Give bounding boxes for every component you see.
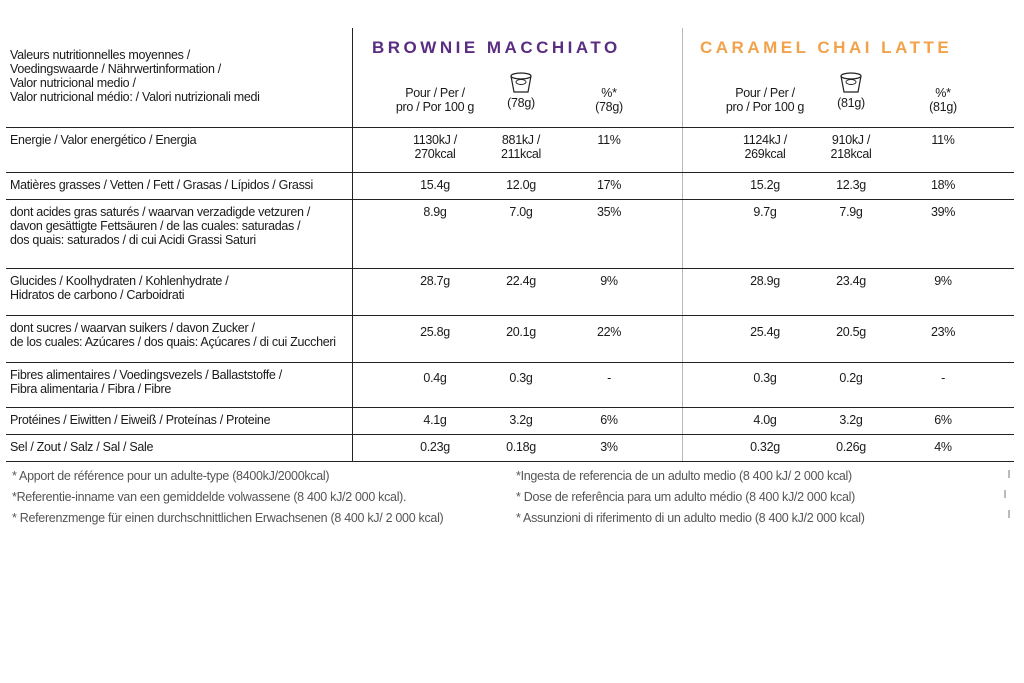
p2-portion-value [806, 371, 896, 385]
row-label [10, 133, 350, 147]
row-label [10, 413, 350, 427]
header-row [6, 28, 1014, 128]
value-line: 269kcal [744, 147, 786, 161]
column-divider [352, 435, 353, 461]
value-line: 11% [597, 133, 621, 147]
head-line: pro / Por 100 g [725, 100, 805, 114]
p1-percent-value [564, 178, 654, 192]
value-line: 1124kJ / [743, 133, 787, 147]
p2-portion-value [806, 274, 896, 288]
row-label [10, 321, 350, 349]
p1-per100-value [390, 178, 480, 192]
p2-percent-value [898, 325, 988, 339]
value-line: 22% [596, 325, 622, 339]
head-line: %* [601, 86, 617, 100]
column-divider [682, 269, 683, 315]
value-line: 6% [600, 413, 618, 427]
row-label-line: Energie / Valor energético / Energia [10, 133, 197, 147]
value-line: 20.1g [506, 325, 536, 339]
p1-portion-value [476, 325, 566, 339]
column-divider [352, 408, 353, 434]
column-divider [352, 28, 353, 127]
footnote: *Referentie-inname van een gemiddelde volwassene (8 400 kJ/2 000 kcal). [12, 490, 407, 504]
value-line: 3.2g [509, 413, 533, 427]
value-line: 9% [600, 274, 618, 288]
column-divider [682, 173, 683, 199]
value-line: 25.8g [420, 325, 450, 339]
p2-per100-value [720, 178, 810, 192]
p1-percent-value [564, 133, 654, 147]
row-label-line: dos quais: saturados / di cui Acidi Grassi Saturi [10, 233, 256, 247]
row-label [10, 274, 350, 302]
head-line: %* [935, 86, 951, 100]
header-label-line: Voedingswaarde / Nährwertinformation / [10, 62, 221, 76]
value-line: 0.2g [839, 371, 863, 385]
value-line: 20.5g [836, 325, 866, 339]
column-divider [682, 363, 683, 407]
value-line: 7.0g [509, 205, 533, 219]
p1-percent-value [564, 325, 654, 339]
header-label [10, 48, 350, 104]
column-divider [682, 316, 683, 362]
p1-per100-value [390, 133, 480, 161]
value-line: 270kcal [414, 147, 456, 161]
p2-percent-value [898, 205, 988, 219]
head-line: (81g) [837, 96, 865, 110]
decorative-dash [1004, 490, 1006, 498]
value-line: - [607, 371, 611, 385]
value-line: 7.9g [839, 205, 863, 219]
p1-per100-value [390, 413, 480, 427]
p1-portion-value [476, 274, 566, 288]
column-divider [352, 128, 353, 172]
p2-per100-value [720, 205, 810, 219]
value-line: 4.1g [423, 413, 447, 427]
p2-percent-head [898, 86, 988, 114]
p2-portion-value [806, 178, 896, 192]
decorative-dash [1008, 470, 1010, 478]
p2-per100-value [720, 371, 810, 385]
value-line: 28.7g [420, 274, 450, 288]
p1-percent-value [564, 413, 654, 427]
head-line: Pour / Per / [735, 86, 795, 100]
p1-per100-head [390, 86, 480, 114]
p2-percent-value [898, 133, 988, 147]
value-line: 35% [596, 205, 622, 219]
head-line: (78g) [595, 100, 623, 114]
row-label-line: Hidratos de carbono / Carboidrati [10, 288, 185, 302]
p2-per100-value [720, 413, 810, 427]
product1-name: BROWNIE MACCHIATO [372, 38, 621, 57]
p1-per100-value [390, 205, 480, 219]
table-row [6, 316, 1014, 363]
value-line: - [941, 371, 945, 385]
value-line: 3% [600, 440, 618, 454]
cup-icon [509, 72, 533, 94]
row-label-line: Sel / Zout / Salz / Sal / Sale [10, 440, 154, 454]
footnote: * Assunzioni di riferimento di un adulto medio (8 400 kJ/2 000 kcal) [516, 511, 865, 525]
p1-per100-value [390, 325, 480, 339]
value-line: 28.9g [750, 274, 780, 288]
table-row [6, 173, 1014, 200]
column-divider [682, 408, 683, 434]
value-line: 4% [934, 440, 952, 454]
p1-percent-head [564, 86, 654, 114]
row-label-line: dont acides gras saturés / waarvan verzadigde vetzuren / [10, 205, 311, 219]
p1-portion-head [476, 72, 566, 110]
row-label-line: Glucides / Koolhydraten / Kohlenhydrate / [10, 274, 229, 288]
footnotes-left [12, 466, 443, 529]
p2-percent-value [898, 371, 988, 385]
value-line: 15.4g [420, 178, 450, 192]
value-line: 22.4g [506, 274, 536, 288]
column-divider [352, 363, 353, 407]
value-line: 910kJ / [831, 133, 871, 147]
p1-per100-value [390, 371, 480, 385]
head-line: Pour / Per / [405, 86, 465, 100]
value-line: 9.7g [753, 205, 777, 219]
p2-percent-value [898, 413, 988, 427]
p2-per100-head [720, 86, 810, 114]
value-line: 25.4g [750, 325, 780, 339]
p1-percent-value [564, 274, 654, 288]
p1-portion-value [476, 205, 566, 219]
value-line: 6% [934, 413, 952, 427]
footnote: *Ingesta de referencia de un adulto medio (8 400 kJ/ 2 000 kcal) [516, 469, 852, 483]
table-row [6, 128, 1014, 173]
column-divider [352, 173, 353, 199]
value-line: 11% [931, 133, 955, 147]
column-divider [682, 200, 683, 268]
row-label-line: de los cuales: Azúcares / dos quais: Açúcares / di cui Zuccheri [10, 335, 336, 349]
row-label-line: Fibres alimentaires / Voedingsvezels / Ballaststoffe / [10, 368, 282, 382]
value-line: 211kcal [500, 147, 542, 161]
value-line: 39% [930, 205, 956, 219]
column-divider [352, 269, 353, 315]
p1-percent-value [564, 205, 654, 219]
row-label-line: dont sucres / waarvan suikers / davon Zucker / [10, 321, 255, 335]
p2-portion-value [806, 325, 896, 339]
row-label [10, 368, 350, 396]
p2-percent-value [898, 440, 988, 454]
value-line: 23% [930, 325, 956, 339]
p1-per100-value [390, 440, 480, 454]
p1-per100-value [390, 274, 480, 288]
table-row [6, 363, 1014, 408]
row-label [10, 205, 350, 247]
value-line: 1130kJ / [413, 133, 457, 147]
row-label [10, 440, 350, 454]
value-line: 881kJ / [501, 133, 541, 147]
value-line: 23.4g [836, 274, 866, 288]
value-line: 0.18g [506, 440, 536, 454]
p1-portion-value [476, 440, 566, 454]
row-label-line: davon gesättigte Fettsäuren / de las cuales: saturadas / [10, 219, 301, 233]
column-divider [352, 200, 353, 268]
column-divider [352, 316, 353, 362]
table-row [6, 269, 1014, 316]
p2-per100-value [720, 440, 810, 454]
p2-percent-value [898, 178, 988, 192]
decorative-dash [1008, 510, 1010, 518]
cup-icon [839, 72, 863, 94]
head-line: (78g) [507, 96, 535, 110]
column-divider [682, 435, 683, 461]
table-row [6, 408, 1014, 435]
p2-per100-value [720, 325, 810, 339]
value-line: 15.2g [750, 178, 780, 192]
value-line: 3.2g [839, 413, 863, 427]
value-line: 0.32g [750, 440, 780, 454]
p1-portion-value [476, 413, 566, 427]
p1-percent-value [564, 440, 654, 454]
value-line: 0.3g [753, 371, 777, 385]
value-line: 9% [934, 274, 952, 288]
nutrition-table [6, 28, 1014, 462]
p2-per100-value [720, 133, 810, 161]
row-label-line: Protéines / Eiwitten / Eiweiß / Proteínas / Proteine [10, 413, 271, 427]
p1-portion-value [476, 178, 566, 192]
head-line: pro / Por 100 g [395, 100, 475, 114]
footnote: * Dose de referência para um adulto médio (8 400 kJ/2 000 kcal) [516, 490, 855, 504]
table-row [6, 200, 1014, 269]
value-line: 0.23g [420, 440, 450, 454]
value-line: 0.4g [423, 371, 447, 385]
footnote: * Apport de référence pour un adulte-type (8400kJ/2000kcal) [12, 469, 330, 483]
header-label-line: Valeurs nutritionnelles moyennes / [10, 48, 190, 62]
p2-portion-value [806, 205, 896, 219]
product2-name: CARAMEL CHAI LATTE [700, 38, 953, 57]
value-line: 18% [930, 178, 956, 192]
nutrition-rows [6, 128, 1014, 462]
header-label-line: Valor nutricional médio: / Valori nutrizionali medi [10, 90, 260, 104]
footnote: * Referenzmenge für einen durchschnittlichen Erwachsenen (8 400 kJ/ 2 000 kcal) [12, 511, 444, 525]
value-line: 0.3g [509, 371, 533, 385]
p1-portion-value [476, 133, 566, 161]
footnotes-right [516, 466, 865, 529]
value-line: 218kcal [830, 147, 872, 161]
value-line: 0.26g [836, 440, 866, 454]
p2-portion-value [806, 413, 896, 427]
value-line: 12.0g [506, 178, 536, 192]
row-label-line: Fibra alimentaria / Fibra / Fibre [10, 382, 171, 396]
value-line: 4.0g [753, 413, 777, 427]
p1-percent-value [564, 371, 654, 385]
value-line: 17% [596, 178, 622, 192]
row-label-line: Matières grasses / Vetten / Fett / Grasas / Lípidos / Grassi [10, 178, 313, 192]
value-line: 12.3g [836, 178, 866, 192]
row-label [10, 178, 350, 192]
column-divider [682, 128, 683, 172]
table-row [6, 435, 1014, 462]
p2-portion-head [806, 72, 896, 110]
p2-portion-value [806, 133, 896, 161]
p1-portion-value [476, 371, 566, 385]
p2-percent-value [898, 274, 988, 288]
p2-portion-value [806, 440, 896, 454]
value-line: 8.9g [423, 205, 447, 219]
column-divider [682, 28, 683, 127]
header-label-line: Valor nutricional medio / [10, 76, 136, 90]
head-line: (81g) [929, 100, 957, 114]
p2-per100-value [720, 274, 810, 288]
